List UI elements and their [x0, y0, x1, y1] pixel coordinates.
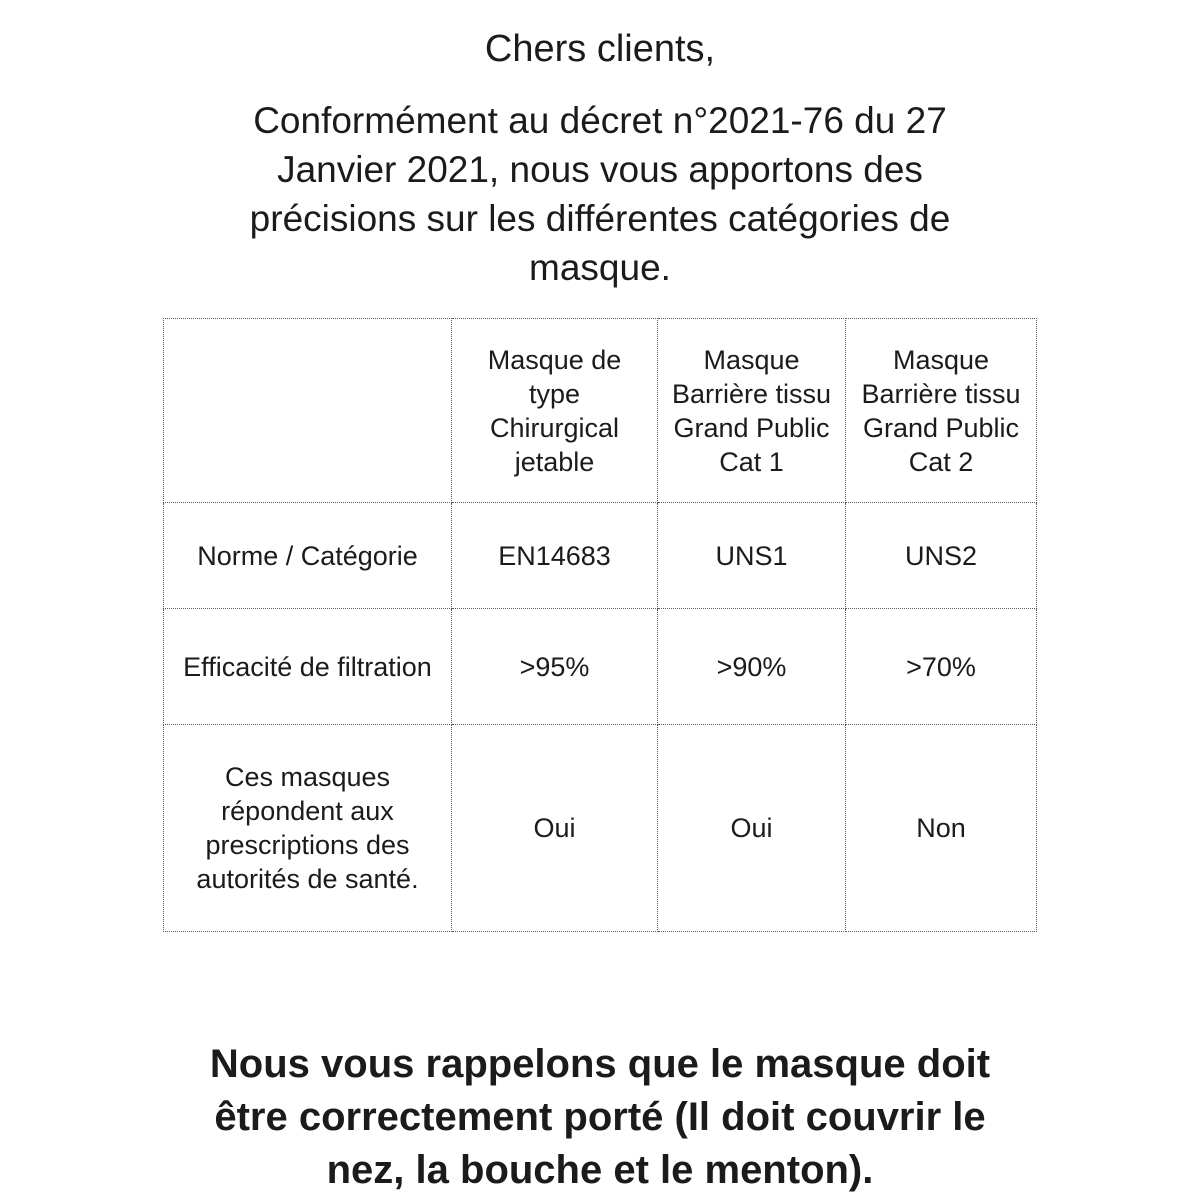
- mask-comparison-table: [163, 318, 1037, 932]
- intro-line: Conformément au décret n°2021-76 du 27: [253, 100, 947, 141]
- intro-line: Janvier 2021, nous vous apportons des: [277, 149, 923, 190]
- col-header-chirurgical: Masque de type Chirurgical jetable: [452, 319, 658, 503]
- row-label-norme: Norme / Catégorie: [164, 503, 452, 609]
- col-header-cat2: Masque Barrière tissu Grand Public Cat 2: [846, 319, 1037, 503]
- cell-value: Oui: [658, 725, 846, 932]
- intro-line: précisions sur les différentes catégories de: [249, 198, 951, 239]
- intro-paragraph: [0, 96, 1200, 292]
- reminder-line: Nous vous rappelons que le masque doit: [209, 1042, 991, 1086]
- cell-value: >95%: [452, 609, 658, 725]
- cell-value: >70%: [846, 609, 1037, 725]
- row-label-efficacite: Efficacité de filtration: [164, 609, 452, 725]
- intro-line: masque.: [529, 247, 671, 288]
- greeting-text: Chers clients,: [484, 28, 716, 70]
- reminder-line: nez, la bouche et le menton).: [326, 1148, 874, 1192]
- cell-value: UNS2: [846, 503, 1037, 609]
- reminder-text: [0, 1038, 1200, 1197]
- table-row-norme: [164, 503, 1037, 609]
- col-header-cat1: Masque Barrière tissu Grand Public Cat 1: [658, 319, 846, 503]
- cell-value: UNS1: [658, 503, 846, 609]
- cell-value: EN14683: [452, 503, 658, 609]
- cell-value: Oui: [452, 725, 658, 932]
- cell-value: Non: [846, 725, 1037, 932]
- row-label-prescriptions: Ces masques répondent aux prescriptions des autorités de santé.: [164, 725, 452, 932]
- cell-value: >90%: [658, 609, 846, 725]
- reminder-line: être correctement porté (Il doit couvrir le: [214, 1095, 986, 1139]
- table-row-prescriptions: [164, 725, 1037, 932]
- col-header-empty: [164, 319, 452, 503]
- table-row-efficacite: [164, 609, 1037, 725]
- table-header-row: [164, 319, 1037, 503]
